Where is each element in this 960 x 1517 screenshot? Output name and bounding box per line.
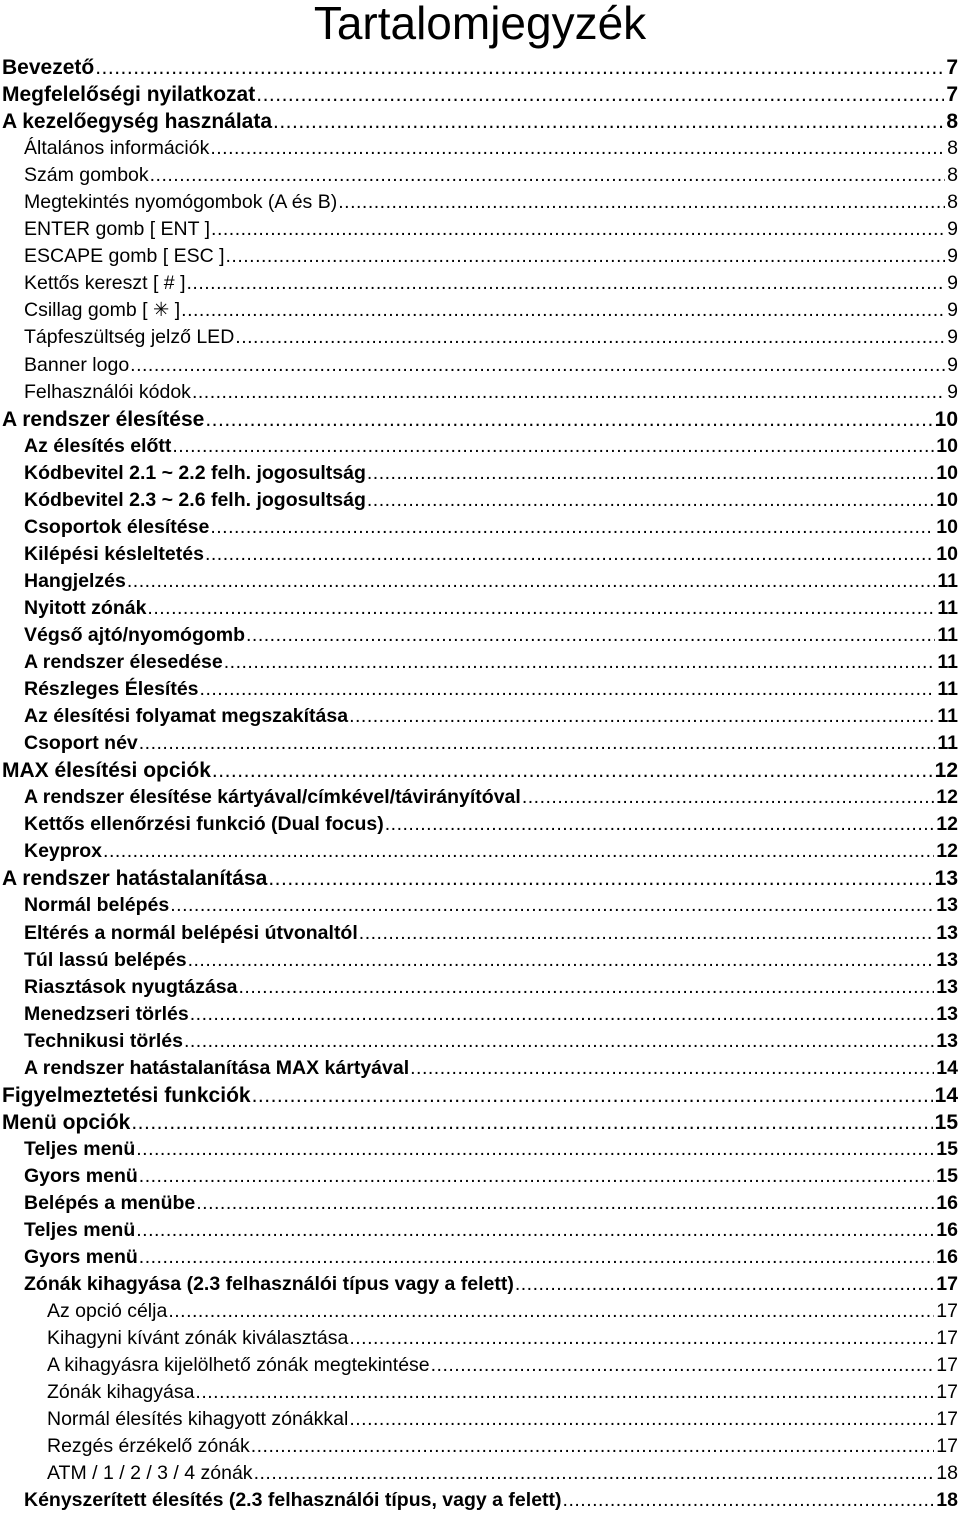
toc-entry-title: Kódbevitel 2.3 ~ 2.6 felh. jogosultság — [24, 488, 366, 511]
dot-leader — [190, 1001, 935, 1028]
dot-leader — [195, 1379, 934, 1406]
toc-entry-page-number: 13 — [936, 921, 958, 944]
toc-entry[interactable] — [0, 1271, 960, 1298]
dot-leader — [196, 1190, 934, 1217]
toc-entry[interactable] — [0, 514, 960, 541]
toc-entry-title: Technikusi törlés — [24, 1029, 183, 1052]
dot-leader — [139, 1163, 935, 1190]
toc-entry-title: Szám gombok — [24, 164, 149, 187]
toc-entry-page-number: 9 — [947, 272, 958, 295]
dot-leader — [205, 541, 934, 568]
dot-leader — [136, 1136, 934, 1163]
dot-leader — [212, 757, 933, 784]
toc-entry-title: Menü opciók — [2, 1110, 131, 1134]
toc-entry[interactable] — [0, 1487, 960, 1514]
toc-entry[interactable] — [0, 1163, 960, 1190]
toc-entry-page-number: 17 — [936, 1300, 958, 1323]
toc-entry-page-number: 10 — [936, 434, 958, 457]
toc-entry-page-number: 10 — [934, 407, 958, 431]
toc-entry-page-number: 8 — [946, 110, 958, 134]
toc-entry-page-number: 11 — [937, 651, 958, 674]
toc-entry-title: Csillag gomb [ ✳ ] — [24, 299, 181, 322]
dot-leader — [349, 703, 935, 730]
toc-entry-title: A rendszer hatástalanítása — [2, 867, 268, 891]
dot-leader — [431, 1352, 935, 1379]
dot-leader — [252, 1082, 933, 1109]
toc-entry-title: A rendszer élesedése — [24, 651, 223, 674]
toc-entry-page-number: 11 — [937, 705, 958, 728]
dot-leader — [210, 514, 934, 541]
toc-entry[interactable] — [0, 1460, 960, 1487]
toc-entry-page-number: 13 — [936, 1002, 958, 1025]
toc-entry-title: Rezgés érzékelő zónák — [47, 1435, 250, 1458]
toc-entry-page-number: 7 — [946, 83, 958, 107]
table-of-contents — [0, 54, 960, 1515]
toc-entry-title: Kihagyni kívánt zónák kiválasztása — [47, 1327, 349, 1350]
toc-entry[interactable] — [0, 324, 960, 351]
dot-leader — [181, 297, 945, 324]
toc-entry-title: Végső ajtó/nyomógomb — [24, 623, 246, 646]
toc-entry[interactable] — [0, 1217, 960, 1244]
dot-leader — [224, 649, 936, 676]
toc-entry-title: Belépés a menübe — [24, 1191, 196, 1214]
toc-entry-page-number: 11 — [937, 678, 958, 701]
toc-entry[interactable] — [0, 649, 960, 676]
toc-entry-title: Részleges Élesítés — [24, 678, 199, 701]
toc-entry-title: Megfelelőségi nyilatkozat — [2, 83, 256, 107]
toc-entry-page-number: 15 — [936, 1164, 958, 1187]
toc-entry-title: Felhasználói kódok — [24, 380, 191, 403]
toc-entry[interactable] — [0, 757, 960, 784]
dot-leader — [359, 920, 935, 947]
toc-entry-page-number: 10 — [936, 461, 958, 484]
toc-entry-page-number: 8 — [947, 191, 958, 214]
toc-entry-title: A rendszer élesítése — [2, 407, 205, 431]
toc-entry-title: Normál élesítés kihagyott zónákkal — [47, 1408, 349, 1431]
toc-entry-title: Megtekintés nyomógombok (A és B) — [24, 191, 338, 214]
dot-leader — [103, 838, 934, 865]
toc-entry-page-number: 18 — [936, 1462, 958, 1485]
dot-leader — [184, 1028, 934, 1055]
toc-entry[interactable] — [0, 1379, 960, 1406]
toc-entry-title: Kódbevitel 2.1 ~ 2.2 felh. jogosultság — [24, 461, 366, 484]
dot-leader — [254, 1460, 935, 1487]
page-title: Tartalomjegyzék — [313, 0, 647, 49]
toc-entry-page-number: 11 — [937, 596, 958, 619]
toc-entry-title: Gyors menü — [24, 1246, 138, 1269]
toc-entry-page-number: 11 — [937, 732, 958, 755]
dot-leader — [210, 135, 945, 162]
toc-entry-title: Nyitott zónák — [24, 596, 147, 619]
toc-entry-title: Általános információk — [24, 137, 210, 160]
toc-entry-page-number: 16 — [936, 1219, 958, 1242]
dot-leader — [168, 1298, 934, 1325]
toc-entry-title: Csoportok élesítése — [24, 515, 210, 538]
toc-entry-page-number: 17 — [936, 1381, 958, 1404]
toc-entry-title: Gyors menü — [24, 1164, 138, 1187]
toc-entry-page-number: 16 — [936, 1191, 958, 1214]
toc-entry-title: MAX élesítési opciók — [2, 759, 211, 783]
toc-entry-page-number: 15 — [934, 1110, 958, 1134]
dot-leader — [170, 892, 934, 919]
dot-leader — [200, 676, 936, 703]
toc-entry-page-number: 9 — [947, 245, 958, 268]
toc-entry[interactable] — [0, 1082, 960, 1109]
dot-leader — [95, 54, 944, 81]
toc-entry-title: Kettős ellenőrzési funkció (Dual focus) — [24, 813, 384, 836]
toc-entry-title: A kezelőegység használata — [2, 110, 273, 134]
toc-entry[interactable] — [0, 460, 960, 487]
toc-entry-title: Kényszerített élesítés (2.3 felhasználói típus, vagy a felett) — [24, 1489, 562, 1512]
toc-entry[interactable] — [0, 595, 960, 622]
toc-entry-page-number: 14 — [936, 1056, 958, 1079]
toc-entry-page-number: 9 — [947, 326, 958, 349]
toc-entry[interactable] — [0, 703, 960, 730]
toc-entry-title: Zónák kihagyása — [47, 1381, 195, 1404]
dot-leader — [246, 622, 935, 649]
toc-entry-title: Csoport név — [24, 732, 138, 755]
toc-entry[interactable] — [0, 81, 960, 108]
toc-entry-title: ATM / 1 / 2 / 3 / 4 zónák — [47, 1462, 253, 1485]
toc-entry-page-number: 9 — [947, 218, 958, 241]
toc-entry-page-number: 9 — [947, 353, 958, 376]
toc-entry[interactable] — [0, 108, 960, 135]
toc-entry-page-number: 17 — [936, 1408, 958, 1431]
dot-leader — [349, 1325, 934, 1352]
toc-entry-title: Zónák kihagyása (2.3 felhasználói típus vagy a felett) — [24, 1273, 514, 1296]
toc-entry[interactable] — [0, 1028, 960, 1055]
toc-entry-page-number: 12 — [936, 840, 958, 863]
toc-entry[interactable] — [0, 189, 960, 216]
toc-entry[interactable] — [0, 1190, 960, 1217]
toc-entry[interactable] — [0, 162, 960, 189]
dot-leader — [205, 406, 932, 433]
toc-entry[interactable] — [0, 568, 960, 595]
toc-entry-page-number: 9 — [947, 299, 958, 322]
toc-entry-title: Túl lassú belépés — [24, 948, 187, 971]
toc-entry[interactable] — [0, 379, 960, 406]
toc-entry[interactable] — [0, 1406, 960, 1433]
toc-entry[interactable] — [0, 1055, 960, 1082]
toc-entry-page-number: 12 — [934, 759, 958, 783]
toc-entry-page-number: 17 — [936, 1435, 958, 1458]
toc-entry-page-number: 13 — [936, 1029, 958, 1052]
toc-entry-title: Hangjelzés — [24, 569, 126, 592]
toc-entry-title: Normál belépés — [24, 894, 170, 917]
dot-leader — [147, 595, 935, 622]
dot-leader — [192, 379, 945, 406]
toc-entry-title: Figyelmeztetési funkciók — [2, 1083, 251, 1107]
toc-entry[interactable] — [0, 730, 960, 757]
toc-entry-page-number: 11 — [937, 623, 958, 646]
dot-leader — [349, 1406, 934, 1433]
toc-entry-page-number: 9 — [947, 380, 958, 403]
dot-leader — [186, 270, 945, 297]
toc-entry[interactable] — [0, 622, 960, 649]
toc-entry-page-number: 12 — [936, 786, 958, 809]
toc-entry[interactable] — [0, 1325, 960, 1352]
toc-entry[interactable] — [0, 838, 960, 865]
dot-leader — [338, 189, 945, 216]
toc-entry-page-number: 13 — [936, 894, 958, 917]
dot-leader — [273, 108, 944, 135]
toc-entry-page-number: 10 — [936, 542, 958, 565]
toc-entry-title: Az opció célja — [47, 1300, 168, 1323]
dot-leader — [127, 568, 936, 595]
dot-leader — [563, 1487, 935, 1514]
dot-leader — [136, 1217, 934, 1244]
toc-entry-title: Menedzseri törlés — [24, 1002, 189, 1025]
toc-entry[interactable] — [0, 1433, 960, 1460]
dot-leader — [130, 352, 945, 379]
toc-entry-title: ESCAPE gomb [ ESC ] — [24, 245, 225, 268]
dot-leader — [515, 1271, 934, 1298]
toc-entry[interactable] — [0, 1001, 960, 1028]
dot-leader — [235, 324, 945, 351]
toc-entry-title: Bevezető — [2, 56, 95, 79]
toc-entry-title: Teljes menü — [24, 1137, 136, 1160]
toc-entry-title: Tápfeszültség jelző LED — [24, 326, 235, 349]
toc-entry-page-number: 17 — [936, 1273, 958, 1296]
toc-entry[interactable] — [0, 406, 960, 433]
dot-leader — [139, 730, 936, 757]
toc-entry-title: A rendszer hatástalanítása MAX kártyával — [24, 1056, 410, 1079]
dot-leader — [268, 865, 932, 892]
toc-entry-page-number: 15 — [936, 1137, 958, 1160]
toc-entry-page-number: 17 — [936, 1354, 958, 1377]
toc-entry[interactable] — [0, 270, 960, 297]
toc-entry[interactable] — [0, 865, 960, 892]
toc-entry[interactable] — [0, 892, 960, 919]
toc-entry-title: Az élesítési folyamat megszakítása — [24, 705, 349, 728]
toc-entry-title: Eltérés a normál belépési útvonaltól — [24, 921, 358, 944]
toc-entry[interactable] — [0, 352, 960, 379]
toc-entry-title: A rendszer élesítése kártyával/címkével/távirányítóval — [24, 786, 521, 809]
toc-entry-title: A kihagyásra kijelölhető zónák megtekintése — [47, 1354, 430, 1377]
toc-entry[interactable] — [0, 1244, 960, 1271]
toc-entry-title: Teljes menü — [24, 1219, 136, 1242]
toc-entry-page-number: 13 — [936, 948, 958, 971]
dot-leader — [139, 1244, 935, 1271]
toc-entry-title: Banner logo — [24, 353, 130, 376]
dot-leader — [211, 216, 945, 243]
toc-entry[interactable] — [0, 811, 960, 838]
dot-leader — [226, 243, 946, 270]
toc-entry-page-number: 16 — [936, 1246, 958, 1269]
toc-entry-page-number: 8 — [947, 137, 958, 160]
toc-entry[interactable] — [0, 947, 960, 974]
toc-entry-title: ENTER gomb [ ENT ] — [24, 218, 211, 241]
toc-entry[interactable] — [0, 676, 960, 703]
dot-leader — [239, 974, 935, 1001]
toc-entry[interactable] — [0, 541, 960, 568]
dot-leader — [367, 487, 934, 514]
toc-entry-page-number: 18 — [936, 1489, 958, 1512]
toc-entry-page-number: 10 — [936, 488, 958, 511]
toc-entry-title: Keyprox — [24, 840, 103, 863]
toc-entry[interactable] — [0, 974, 960, 1001]
toc-entry-page-number: 13 — [934, 867, 958, 891]
dot-leader — [150, 162, 946, 189]
toc-entry-title: Kettős kereszt [ # ] — [24, 272, 186, 295]
toc-entry-page-number: 8 — [947, 164, 958, 187]
dot-leader — [172, 433, 934, 460]
toc-entry-title: Az élesítés előtt — [24, 434, 172, 457]
toc-entry-page-number: 13 — [936, 975, 958, 998]
toc-entry[interactable] — [0, 1136, 960, 1163]
toc-entry-page-number: 10 — [936, 515, 958, 538]
toc-entry-title: Riasztások nyugtázása — [24, 975, 238, 998]
dot-leader — [367, 460, 934, 487]
toc-entry-page-number: 12 — [936, 813, 958, 836]
dot-leader — [410, 1055, 934, 1082]
toc-entry-page-number: 14 — [934, 1083, 958, 1107]
dot-leader — [256, 81, 944, 108]
dot-leader — [188, 947, 935, 974]
toc-entry-title: Kilépési késleltetés — [24, 542, 204, 565]
toc-entry[interactable] — [0, 433, 960, 460]
toc-entry[interactable] — [0, 135, 960, 162]
toc-entry[interactable] — [0, 54, 960, 81]
toc-entry[interactable] — [0, 1298, 960, 1325]
toc-entry-page-number: 11 — [937, 569, 958, 592]
toc-entry[interactable] — [0, 216, 960, 243]
toc-entry[interactable] — [0, 784, 960, 811]
toc-entry[interactable] — [0, 243, 960, 270]
dot-leader — [522, 784, 934, 811]
toc-entry[interactable] — [0, 1352, 960, 1379]
dot-leader — [385, 811, 935, 838]
toc-entry-page-number: 7 — [946, 56, 958, 79]
toc-entry[interactable] — [0, 920, 960, 947]
toc-entry[interactable] — [0, 1109, 960, 1136]
toc-entry[interactable] — [0, 487, 960, 514]
toc-entry[interactable] — [0, 297, 960, 324]
toc-entry-page-number: 17 — [936, 1327, 958, 1350]
dot-leader — [251, 1433, 935, 1460]
dot-leader — [131, 1109, 932, 1136]
